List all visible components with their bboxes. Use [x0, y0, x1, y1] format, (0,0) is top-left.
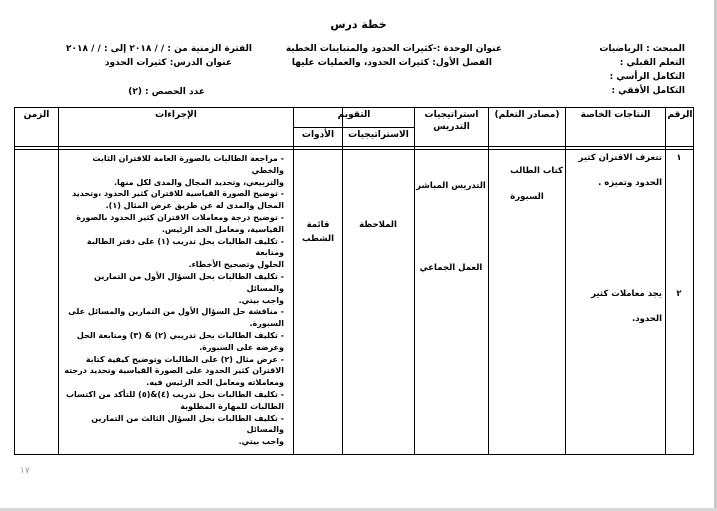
procedure-line: والتربيعي، وتحديد المجال والمدى لكل منها.	[114, 177, 284, 187]
outcome-2-line-2: الحدود.	[631, 314, 662, 324]
procedure-line: القياسية، ومعامل الحد الرئيس.	[161, 224, 284, 234]
procedure-line: - توضيح الصورة القياسية للاقتران كثير الحدود ،وتحديد	[72, 189, 284, 199]
header-row-divider	[14, 146, 694, 147]
procedure-line: الطالبات للمهارة المطلوبة	[180, 401, 284, 411]
subject-field: المبحث : الرياضيات	[599, 44, 685, 54]
prior-learning-field: التعلم القبلي :	[619, 58, 685, 68]
vertical-integration-field: التكامل الرأسي :	[609, 72, 685, 82]
header-number: الرقم	[667, 110, 693, 120]
header-evaluation: التقويم	[337, 110, 371, 120]
source-line-1: كتاب الطالب	[510, 166, 563, 176]
col-divider	[414, 107, 415, 455]
outcome-2-line-1: يجد معاملات كثير	[591, 289, 662, 299]
header-eval-strategies: الاستراتيجيات	[348, 130, 409, 140]
outcome-1-line-1: تتعرف الاقتران كثير	[578, 153, 662, 163]
col-divider	[488, 107, 489, 455]
outcome-1-line-2: الحدود وتميزه .	[598, 178, 662, 188]
col-divider	[565, 107, 566, 455]
header-strategies: استراتيجيات التدريس	[424, 110, 479, 132]
horizontal-integration-field: التكامل الأفقي :	[611, 86, 685, 96]
procedure-line: - مناقشة حل السؤال الأول من التمارين والمسائل على	[68, 307, 284, 317]
procedure-line: - تكليف الطالبات بحل السؤال الأول من التمارين والمسائل	[94, 271, 284, 293]
procedure-line: السبورة.	[249, 319, 284, 329]
page-title: خطة درس	[330, 18, 387, 31]
source-line-2: السبورة	[510, 192, 544, 202]
col-divider	[58, 107, 59, 455]
header-eval-tools: الأدوات	[301, 130, 335, 140]
procedure-line: وعرضه على السبورة.	[199, 342, 284, 352]
row-number-2: ٢	[676, 289, 682, 299]
sessions-count-field: عدد الحصص : (٢)	[128, 87, 205, 97]
procedure-line: الاقتران كثير الحدود على الصورة القياسية وتحديد درجته	[64, 366, 284, 376]
page-number: ١٧	[20, 466, 30, 476]
chapter-field: الفصل الأول: كثيرات الحدود، والعمليات عليها	[291, 58, 492, 68]
procedure-line: - تكليف الطالبات بحل تدريب (٤)&(٥) للتأكد من اكتساب	[66, 389, 284, 399]
procedure-line: - مراجعة الطالبات بالصورة العامة للاقتران الثابت والخطي	[92, 154, 284, 175]
eval-tool-line-2: الشطب	[301, 234, 335, 244]
procedure-line: - عرض مثال (٢) على الطالبات وتوضيح كيفية كتابة	[85, 354, 284, 364]
col-divider	[293, 107, 294, 455]
header-outcomes: النتاجات الخاصة	[580, 110, 651, 120]
eval-strategy-observation: الملاحظة	[359, 220, 397, 230]
col-divider	[342, 107, 343, 455]
strategy-group-work: العمل الجماعي	[419, 263, 483, 273]
header-time: الزمن	[23, 110, 50, 120]
eval-tool-line-1: قائمة	[306, 220, 330, 230]
procedure-line: واجب بيتي.	[238, 437, 284, 447]
header-sources: (مصادر التعلم)	[494, 110, 560, 120]
time-period-field: الفترة الزمنية من : / / ٢٠١٨ إلى : / / ٢٠١٨	[65, 44, 252, 54]
strategy-direct-teaching: التدريس المباشر	[416, 181, 486, 191]
lesson-title-field: عنوان الدرس: كثيرات الحدود	[104, 58, 232, 68]
procedure-line: - تكليف الطالبات بحل تدريب (١) على دفتر الطالبة ومتابعة	[86, 236, 284, 258]
procedures-list	[64, 153, 284, 448]
procedure-line: المجال والمدى له عن طريق عرض المثال (١).	[105, 201, 284, 211]
procedure-line: - توضيح درجة ومعاملات الاقتران كثير الحدود بالصورة	[76, 212, 284, 222]
procedure-line: - تكليف الطالبات بحل تدريبي (٢) & (٣) ومتابعة الحل	[76, 330, 284, 340]
header-row-divider	[14, 149, 694, 150]
header-procedures: الإجراءات	[155, 110, 197, 120]
procedure-line: - تكليف الطالبات بحل السؤال الثالث من التمارين والمسائل	[91, 413, 284, 435]
eval-sub-divider	[293, 127, 414, 128]
procedure-line: واجب بيتي.	[238, 295, 284, 305]
row-number-1: ١	[676, 153, 682, 163]
procedure-line: ومعاملاته ومعامل الحد الرئيس فيه.	[146, 378, 284, 388]
unit-title-field: عنوان الوحدة :-كثيرات الحدود والمتباينات الخطية	[285, 44, 502, 54]
procedure-line: الحلول وتصحيح الأخطاء.	[188, 260, 284, 270]
